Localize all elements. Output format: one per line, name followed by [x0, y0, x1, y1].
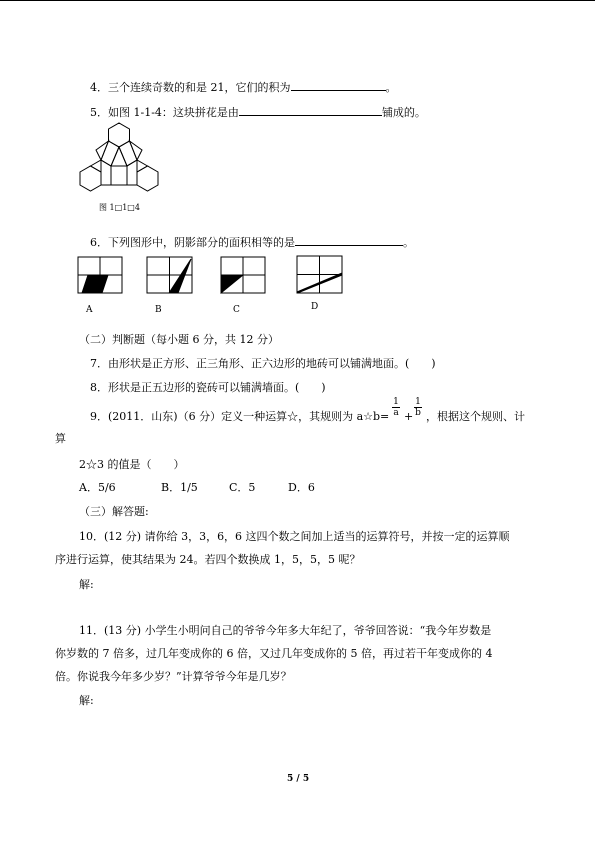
question-10-line-2: 序进行运算，使其结果为 24。若四个数换成 1，5，5，5 呢？: [55, 553, 361, 566]
choice-a[interactable]: A．5/6: [79, 481, 116, 494]
figure-label-c: C: [233, 305, 240, 315]
question-9-text-a: 9．(2011．山东)（6 分）定义一种运算☆，其规则为 a☆b=: [90, 410, 390, 423]
figure-caption: 图 1□1□4: [99, 203, 140, 212]
question-6-end: 。: [403, 236, 414, 249]
figure-c: [221, 257, 265, 293]
question-4-text: 4．三个连续奇数的和是 21，它们的积为: [90, 81, 291, 94]
fraction-1-denominator: a: [393, 408, 399, 418]
plus-sign: +: [404, 410, 414, 423]
question-9-line-1: [90, 410, 389, 424]
question-11-line-1: 11．(13 分) 小学生小明问自己的爷爷今年多大年纪了，爷爷回答说：“我今年岁数是: [79, 624, 492, 637]
section-3-title: （三）解答题:: [79, 505, 149, 518]
question-10-answer-label: 解:: [79, 578, 94, 591]
fraction-2-numerator: 1: [415, 397, 421, 407]
fraction-2: [414, 397, 422, 418]
figure-b: [147, 257, 192, 293]
question-5-text: 5．如图 1-1-4：这块拼花是由: [90, 106, 239, 119]
question-11-answer-label: 解:: [79, 694, 94, 707]
question-11-line-2: 你岁数的 7 倍多，过几年变成你的 6 倍，又过几年变成你的 5 倍，再过若干年变成你的 4: [55, 647, 493, 660]
question-9-line-2: 2☆3 的值是（ ）: [79, 458, 185, 471]
figure-a: [78, 257, 122, 293]
question-5-end: 铺成的。: [381, 106, 426, 119]
question-9-wrap: 算: [55, 432, 66, 445]
figure-d: [297, 256, 342, 293]
question-9-text-b: ，根据这个规则、计: [426, 410, 525, 423]
fraction-1-numerator: 1: [393, 397, 399, 407]
page-number: 5 / 5: [287, 774, 310, 784]
question-8: 8．形状是正五边形的瓷砖可以铺满墙面。( ): [90, 381, 326, 394]
question-7: 7．由形状是正方形、正三角形、正六边形的地砖可以铺满地面。( ): [90, 357, 436, 370]
choice-b[interactable]: B．1/5: [161, 481, 198, 494]
section-2-title: （二）判断题（每小题 6 分，共 12 分）: [79, 333, 279, 346]
question-6-text: 6．下列图形中，阴影部分的面积相等的是: [90, 236, 295, 249]
question-11-line-3: 倍。你说我今年多少岁？”计算爷爷今年是几岁？: [55, 670, 292, 683]
question-4-end: 。: [385, 81, 397, 94]
figure-label-d: D: [311, 302, 319, 312]
fraction-1: [392, 397, 400, 418]
question-10-line-1: 10．(12 分) 请你给 3，3，6，6 这四个数之间加上适当的运算符号，并按一定的运算顺: [79, 530, 510, 543]
figure-label-b: B: [155, 305, 162, 315]
choice-d[interactable]: D．6: [288, 481, 315, 494]
choice-c[interactable]: C．5: [229, 481, 256, 494]
figure-label-a: A: [86, 305, 93, 315]
fraction-2-denominator: b: [415, 408, 421, 418]
